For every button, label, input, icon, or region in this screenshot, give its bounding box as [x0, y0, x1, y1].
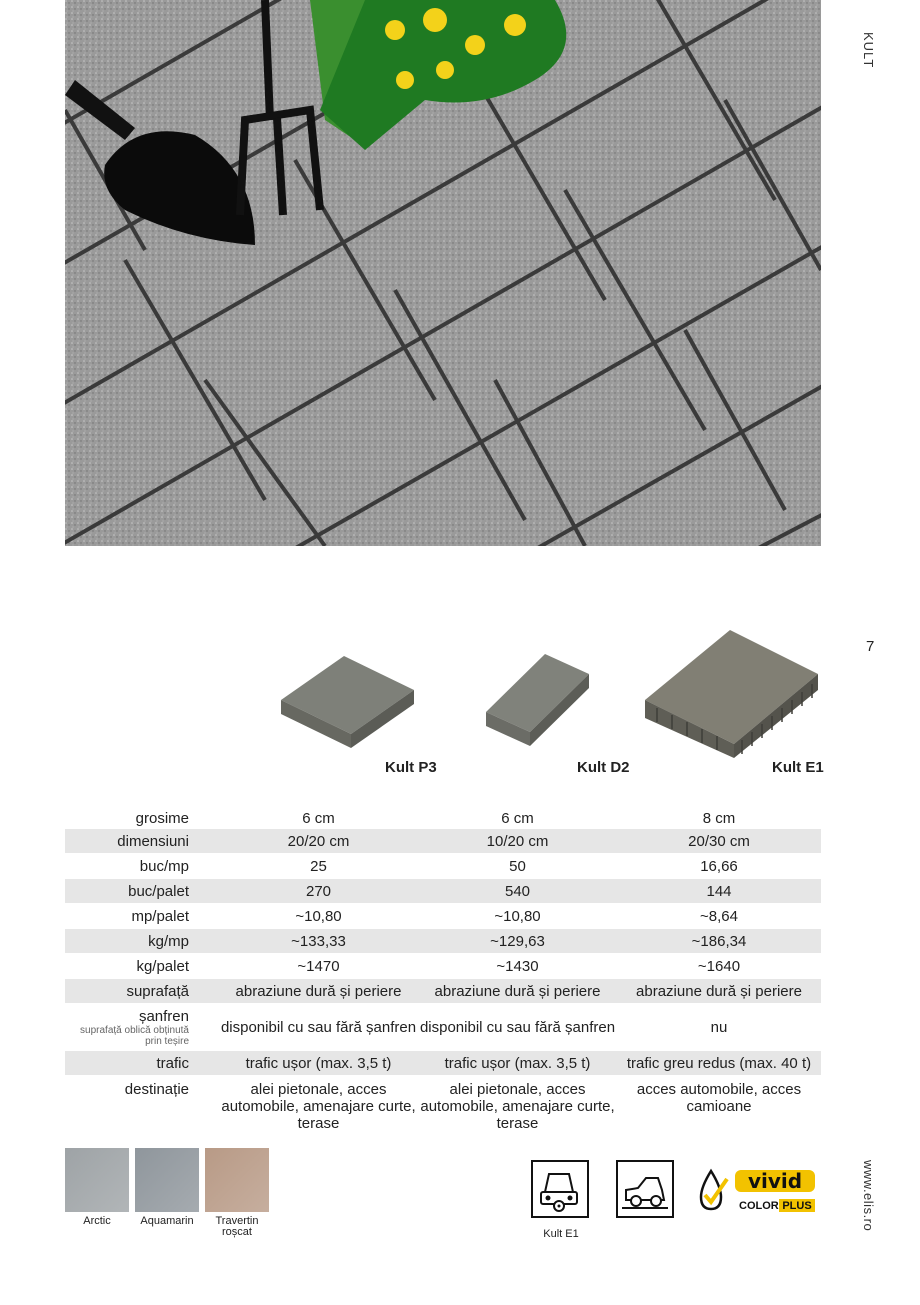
spec-value: 16,66 [700, 857, 738, 875]
spec-value: 20/30 cm [617, 829, 821, 853]
spec-value: ~133,33 [219, 929, 418, 953]
color-label-travertin: Travertin roșcat [215, 1215, 259, 1238]
spec-label: dimensiuni [65, 829, 219, 853]
spec-value: 25 [310, 857, 327, 875]
spec-value: acces automobile, acces camioane [636, 1081, 802, 1115]
product-image-kult-d2 [483, 652, 593, 750]
spec-row-trafic [65, 1051, 821, 1075]
spec-label: suprafață [65, 979, 219, 1003]
product-name-kult-e1: Kult E1 [772, 759, 824, 776]
specs-table [65, 807, 821, 1133]
spec-row-kg-palet [65, 953, 821, 979]
spec-row-grosime [65, 807, 821, 829]
spec-value: 6 cm [501, 809, 534, 827]
spec-value: ~186,34 [617, 929, 821, 953]
spec-label: kg/palet [136, 957, 189, 975]
spec-row-buc-palet [65, 879, 821, 903]
car-side-icon [616, 1160, 674, 1218]
spec-value: ~10,80 [295, 907, 342, 925]
spec-label: destinație [124, 1081, 189, 1098]
spec-label: buc/mp [139, 857, 189, 875]
svg-text:vivid: vivid [747, 1169, 803, 1193]
spec-value: 20/20 cm [219, 829, 418, 853]
spec-label: mp/palet [131, 907, 189, 925]
spec-value: ~129,63 [418, 929, 617, 953]
spec-value: ~1640 [697, 957, 741, 975]
spec-value: 10/20 cm [418, 829, 617, 853]
spec-label: trafic [65, 1051, 219, 1075]
spec-value: abraziune dură și periere [617, 979, 821, 1003]
spec-label: kg/mp [65, 929, 219, 953]
svg-text:COLOR: COLOR [739, 1200, 779, 1212]
spec-value: 8 cm [702, 809, 736, 827]
spec-value: disponibil cu sau fără șanfren [220, 1018, 417, 1036]
spec-row-destinatie [65, 1075, 821, 1133]
spec-value: disponibil cu sau fără șanfren [419, 1018, 616, 1036]
color-swatch-aquamarin [135, 1148, 199, 1212]
spec-row-suprafata [65, 979, 821, 1003]
product-image-kult-p3 [276, 652, 418, 750]
spec-row-mp-palet [65, 903, 821, 929]
color-label-arctic: Arctic [83, 1215, 111, 1227]
color-label-aquamarin: Aquamarin [140, 1215, 194, 1227]
spec-value: 6 cm [302, 809, 335, 827]
spec-value: nu [710, 1018, 728, 1036]
spec-value: abraziune dură și periere [418, 979, 617, 1003]
website-url[interactable]: www.elis.ro [861, 1160, 876, 1232]
spec-value: ~8,64 [700, 907, 738, 925]
spec-label-sanfren [65, 1003, 219, 1051]
color-swatch-travertin [205, 1148, 269, 1212]
paving-photo [65, 0, 821, 546]
paving-photo-graphic [65, 0, 821, 546]
spec-label: șanfren [138, 1007, 189, 1025]
spec-value: ~10,80 [494, 907, 541, 925]
spec-value: trafic ușor (max. 3,5 t) [219, 1051, 418, 1075]
icon-caption: Kult E1 [543, 1228, 579, 1240]
spec-value: 540 [418, 879, 617, 903]
product-name-kult-p3: Kult P3 [385, 759, 437, 776]
car-front-icon [531, 1160, 589, 1218]
spec-value: abraziune dură și periere [219, 979, 418, 1003]
page-number: 7 [866, 638, 875, 655]
spec-value: ~1430 [496, 957, 539, 975]
product-name-kult-d2: Kult D2 [577, 759, 630, 776]
spec-value: trafic ușor (max. 3,5 t) [418, 1051, 617, 1075]
spec-value: 144 [617, 879, 821, 903]
color-swatch-arctic [65, 1148, 129, 1212]
spec-value: ~1470 [297, 957, 340, 975]
chapter-label: KULT [861, 32, 876, 69]
spec-row-sanfren [65, 1003, 821, 1051]
spec-value: alei pietonale, acces automobile, amenajare curte, terase [221, 1081, 416, 1132]
spec-value: 270 [219, 879, 418, 903]
spec-value: alei pietonale, acces automobile, amenajare curte, terase [420, 1081, 615, 1132]
spec-label: grosime [135, 809, 189, 827]
spec-value: 50 [509, 857, 526, 875]
spec-row-buc-mp [65, 853, 821, 879]
spec-value: trafic greu redus (max. 40 t) [617, 1051, 821, 1075]
spec-row-dimensiuni [65, 829, 821, 853]
vivid-color-plus-logo [695, 1165, 825, 1215]
product-image-kult-e1 [642, 628, 820, 760]
svg-text:PLUS: PLUS [782, 1200, 812, 1212]
spec-label: buc/palet [65, 879, 219, 903]
spec-row-kg-mp [65, 929, 821, 953]
spec-sublabel: suprafață oblică obținută prin teșire [80, 1024, 189, 1047]
